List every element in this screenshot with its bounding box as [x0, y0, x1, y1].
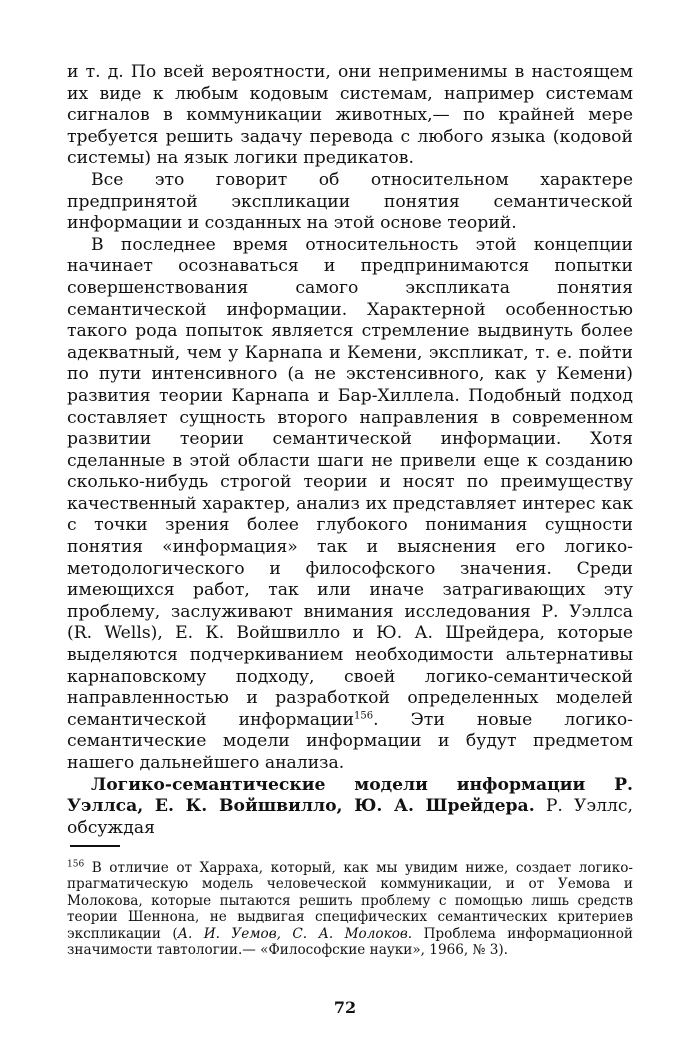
paragraph-text: В последнее время относительность этой концепции начинает осознаваться и предпринимаются попытки совершенствования самого экспликата понятия семантической информации. Характерной особенностью такого рода попыток является стремление выдвинуть более адекватный, чем у Карнапа и Кемени, экспликат, т. е. пойти по пути интенсивного (а не экстенсивного, как у Кемени) развития теории Карнапа и Бар-Хиллела. Подобный подход составляет сущность второго направления в современном развитии теории семантической информации. Хотя сделанные в этой области шаги не привели еще к созданию сколько-нибудь строгой теории и носят по преимуществу качественный характер, анализ их представляет интерес как с точки зрения более глубокого понимания сущности понятия «информация» так и выяснения его логико-методологического и философского значения. Среди имеющихся работ, так или иначе затрагивающих эту проблему, заслуживают внимания исследования Р. Уэллса (R. Wells), Е. К. Войшвилло и Ю. А. Шрейдера, которые выделяются подчеркиванием необходимости альтернативы карнаповскому подходу, своей логико-семантической направленностью и разработкой определенных моделей семантической информации — [67, 234, 633, 730]
section-heading: Логико-семантические модели информации Р. Уэллса, Е. К. Войшвилло, Ю. А. Шрейдера. — [67, 774, 633, 817]
paragraph-section-start — [67, 775, 633, 840]
footnote — [67, 860, 633, 958]
footnote-number: 156 — [67, 859, 85, 870]
paragraph-text-end: . Эти новые логико-семантические модели информации и будут предметом нашего дальнейшего анализа. — [67, 709, 633, 773]
section-text: Р. Уэллс, обсуждая — [67, 796, 633, 838]
footnote-authors: А. И. Уемов, С. А. Молоков. — [177, 925, 413, 942]
page-number: 72 — [333, 998, 357, 1017]
footnote-text: В отличие от Харраха, который, как мы увидим ниже, создает логико-прагматическую модель человеческой коммуникации, и от Уемова и Молокова, которые пытаются решить проблему с помощью лишь средств теории Шеннона, не выдвигая специфических семантических критериев экспликации ( — [67, 860, 633, 942]
footnote-reference: 156 — [353, 710, 374, 722]
main-text — [67, 62, 633, 839]
paragraph-continuation: и т. д. По всей вероятности, они неприменимы в настоящем их виде к любым кодовым системам, например системам сигналов в коммуникации животных,— по крайней мере требуется решить задачу перевода с любого языка (кодовой системы) на язык логики предикатов. — [67, 62, 633, 169]
paragraph-second-direction — [67, 235, 633, 775]
footnote-divider — [70, 845, 120, 847]
paragraph-relative-character: Все это говорит об относительном характере предпринятой экспликации понятия семантической информации и созданных на этой основе теорий. — [67, 169, 633, 234]
footnote-text-end: Проблема информационной значимости тавтологии.— «Философские науки», 1966, № 3). — [67, 925, 633, 959]
